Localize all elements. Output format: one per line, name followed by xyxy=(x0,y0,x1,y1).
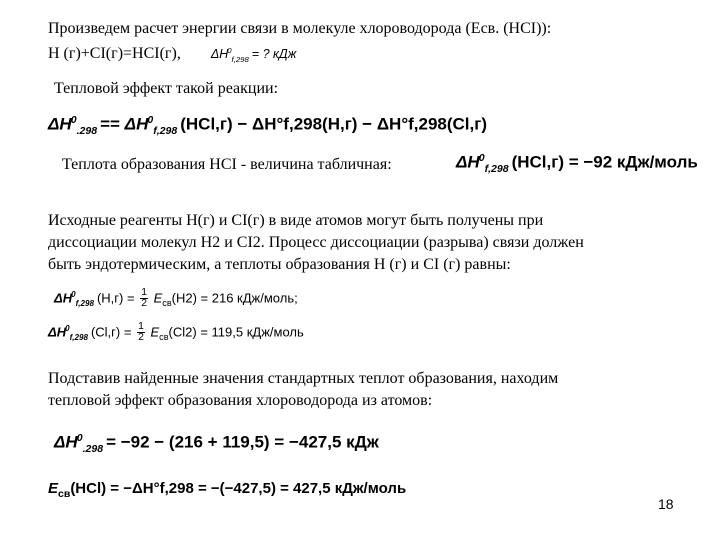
equation-heat-effect: $\Delta H^0_{.298} == \Delta H^0_{f,298}$ (HCl,г) − ΔH°f,298(H,г) − ΔH°f,298(Cl,г) xyxy=(48,114,487,138)
equation-hcl-formation: $\Delta H^0_{f,298}$ (HCl,г) = −92 кДж/моль xyxy=(456,152,698,176)
equation-result-value: = −92 − (216 + 119,5) = −427,5 кДж xyxy=(106,432,379,452)
equation-bond-energy-value: (HCl) = −ΔH°f,298 = −(−427,5) = 427,5 кДж/моль xyxy=(70,480,407,497)
dissociation-line-3: быть эндотермическим, а теплоты образования H (г) и CI (г) равны: xyxy=(48,256,511,273)
equation-h-atom: $\Delta H^0_{f,298}$ (H,г) = $\frac{1}{2}$ $E_{св}(H2) = 216$ кДж/моль; xyxy=(54,287,298,310)
equation-hcl-formation-value: (HCl,г) = −92 кДж/моль xyxy=(511,152,698,172)
equation-cl-atom: $\Delta H^0_{f,298}$ (Cl,г) = $\frac{1}{2}$ $E_{св}(Cl2) = 119,5$ кДж/моль xyxy=(48,321,304,344)
intro-reaction-text: H (г)+CI(г)=HCI(г), xyxy=(48,45,181,63)
final-text-line-1: Подставив найденные значения стандартных теплот образования, находим xyxy=(48,370,559,387)
equation-cl-atom-rhs: (Cl2) = 119,5 кДж/моль xyxy=(168,324,304,340)
intro-dh-expr: = ? кДж xyxy=(251,47,297,62)
intro-reaction xyxy=(48,40,296,71)
equation-cl-atom-lhs: (Cl,г) = xyxy=(90,324,132,340)
heat-effect-label: Тепловой эффект такой реакции: xyxy=(54,80,279,97)
page-number: 18 xyxy=(658,496,674,512)
dissociation-line-2: диссоциации молекул H2 и CI2. Процесс диссоциации (разрыва) связи должен xyxy=(48,234,584,251)
final-text-line-2: тепловой эффект образования хлороводорода из атомов: xyxy=(48,392,433,409)
equation-bond-energy: $E_{св}(HCl) = -\Delta H^\circ f,298 = -(-427,5) = 427,5$ кДж/моль xyxy=(48,480,407,500)
intro-dh-formula: $\Delta H^0_{f,298}$ = ? кДж xyxy=(210,46,297,64)
dissociation-line-1: Исходные реагенты H(г) и CI(г) в виде атомов могут быть получены при xyxy=(48,212,544,229)
equation-result: $\Delta H^0_{.298} = -92 - (216 + 119,5) = -427,5$ кДж xyxy=(54,432,379,456)
tabular-label: Теплота образования HCI - величина табличная: xyxy=(62,156,392,173)
equation-h-atom-lhs: (H,г) = xyxy=(96,290,135,306)
intro-line-1: Произведем расчет энергии связи в молекуле хлороводорода (Eсв. (HCI)): xyxy=(48,20,552,37)
equation-h-atom-rhs: (H2) = 216 кДж/моль; xyxy=(171,290,298,306)
equation-heat-effect-rhs: (HCl,г) − ΔH°f,298(H,г) − ΔH°f,298(Cl,г) xyxy=(180,114,487,134)
